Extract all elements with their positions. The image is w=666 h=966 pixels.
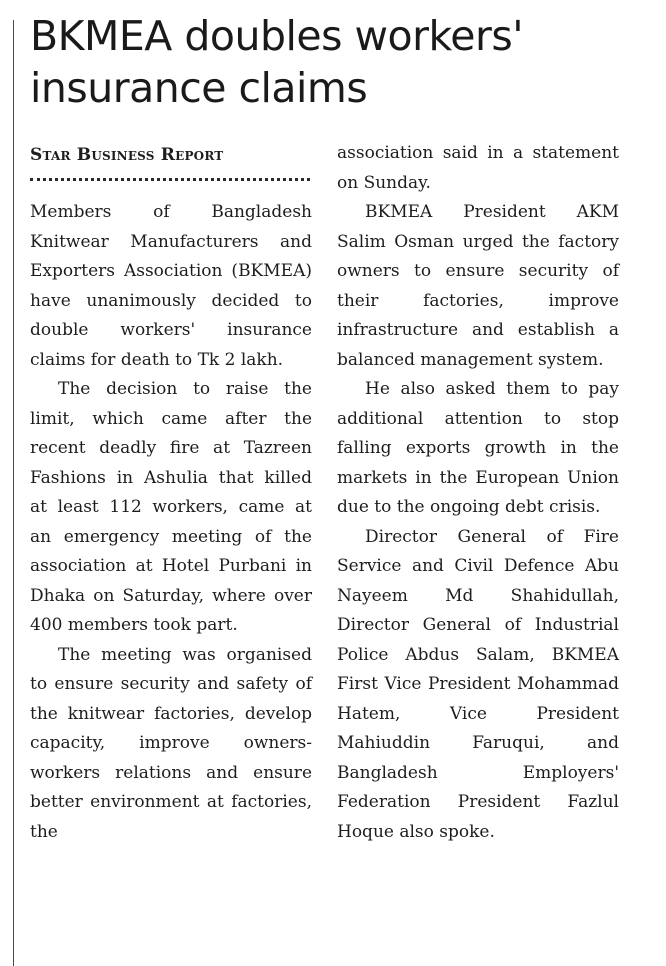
paragraph-2: The decision to raise the limit, which came after the recent deadly fire at Tazreen Fashions in Ashulia that killed at least 112 workers, came at an emergency meeting of the association at Hotel Purbani in Dhaka on Saturday, where over 400 members took part.	[30, 379, 312, 635]
headline	[30, 10, 650, 114]
paragraph-5: He also asked them to pay additional attention to stop falling exports growth in the markets in the European Union due to the ongoing debt crisis.	[337, 379, 619, 517]
column-rule	[13, 20, 14, 966]
paragraph-3-continued: association said in a statement on Sunday.	[337, 143, 619, 193]
byline: Star Business Report	[30, 145, 224, 165]
paragraph-4: BKMEA President AKM Salim Osman urged the factory owners to ensure security of their factories, improve infrastructure and establish a balanced management system.	[337, 202, 619, 370]
headline-line-1: BKMEA doubles workers'	[30, 12, 523, 60]
dotted-divider	[30, 178, 310, 181]
paragraph-6: Director General of Fire Service and Civil Defence Abu Nayeem Md Shahidullah, Director General of Industrial Police Abdus Salam, BKMEA First Vice President Mohammad Hatem, Vice President Mahiuddin Faruqui, and Bangladesh Employers' Federation President Fazlul Hoque also spoke.	[337, 526, 619, 842]
paragraph-3: The meeting was organised to ensure security and safety of the knitwear factories, develop capacity, improve owners-workers relations and ensure better environment at factories, the	[30, 644, 312, 842]
headline-line-2: insurance claims	[30, 64, 368, 112]
article-column-1	[30, 198, 312, 847]
article-column-2	[337, 139, 619, 847]
paragraph-1: Members of Bangladesh Knitwear Manufacturers and Exporters Association (BKMEA) have unanimously decided to double workers' insurance claims for death to Tk 2 lakh.	[30, 202, 312, 370]
